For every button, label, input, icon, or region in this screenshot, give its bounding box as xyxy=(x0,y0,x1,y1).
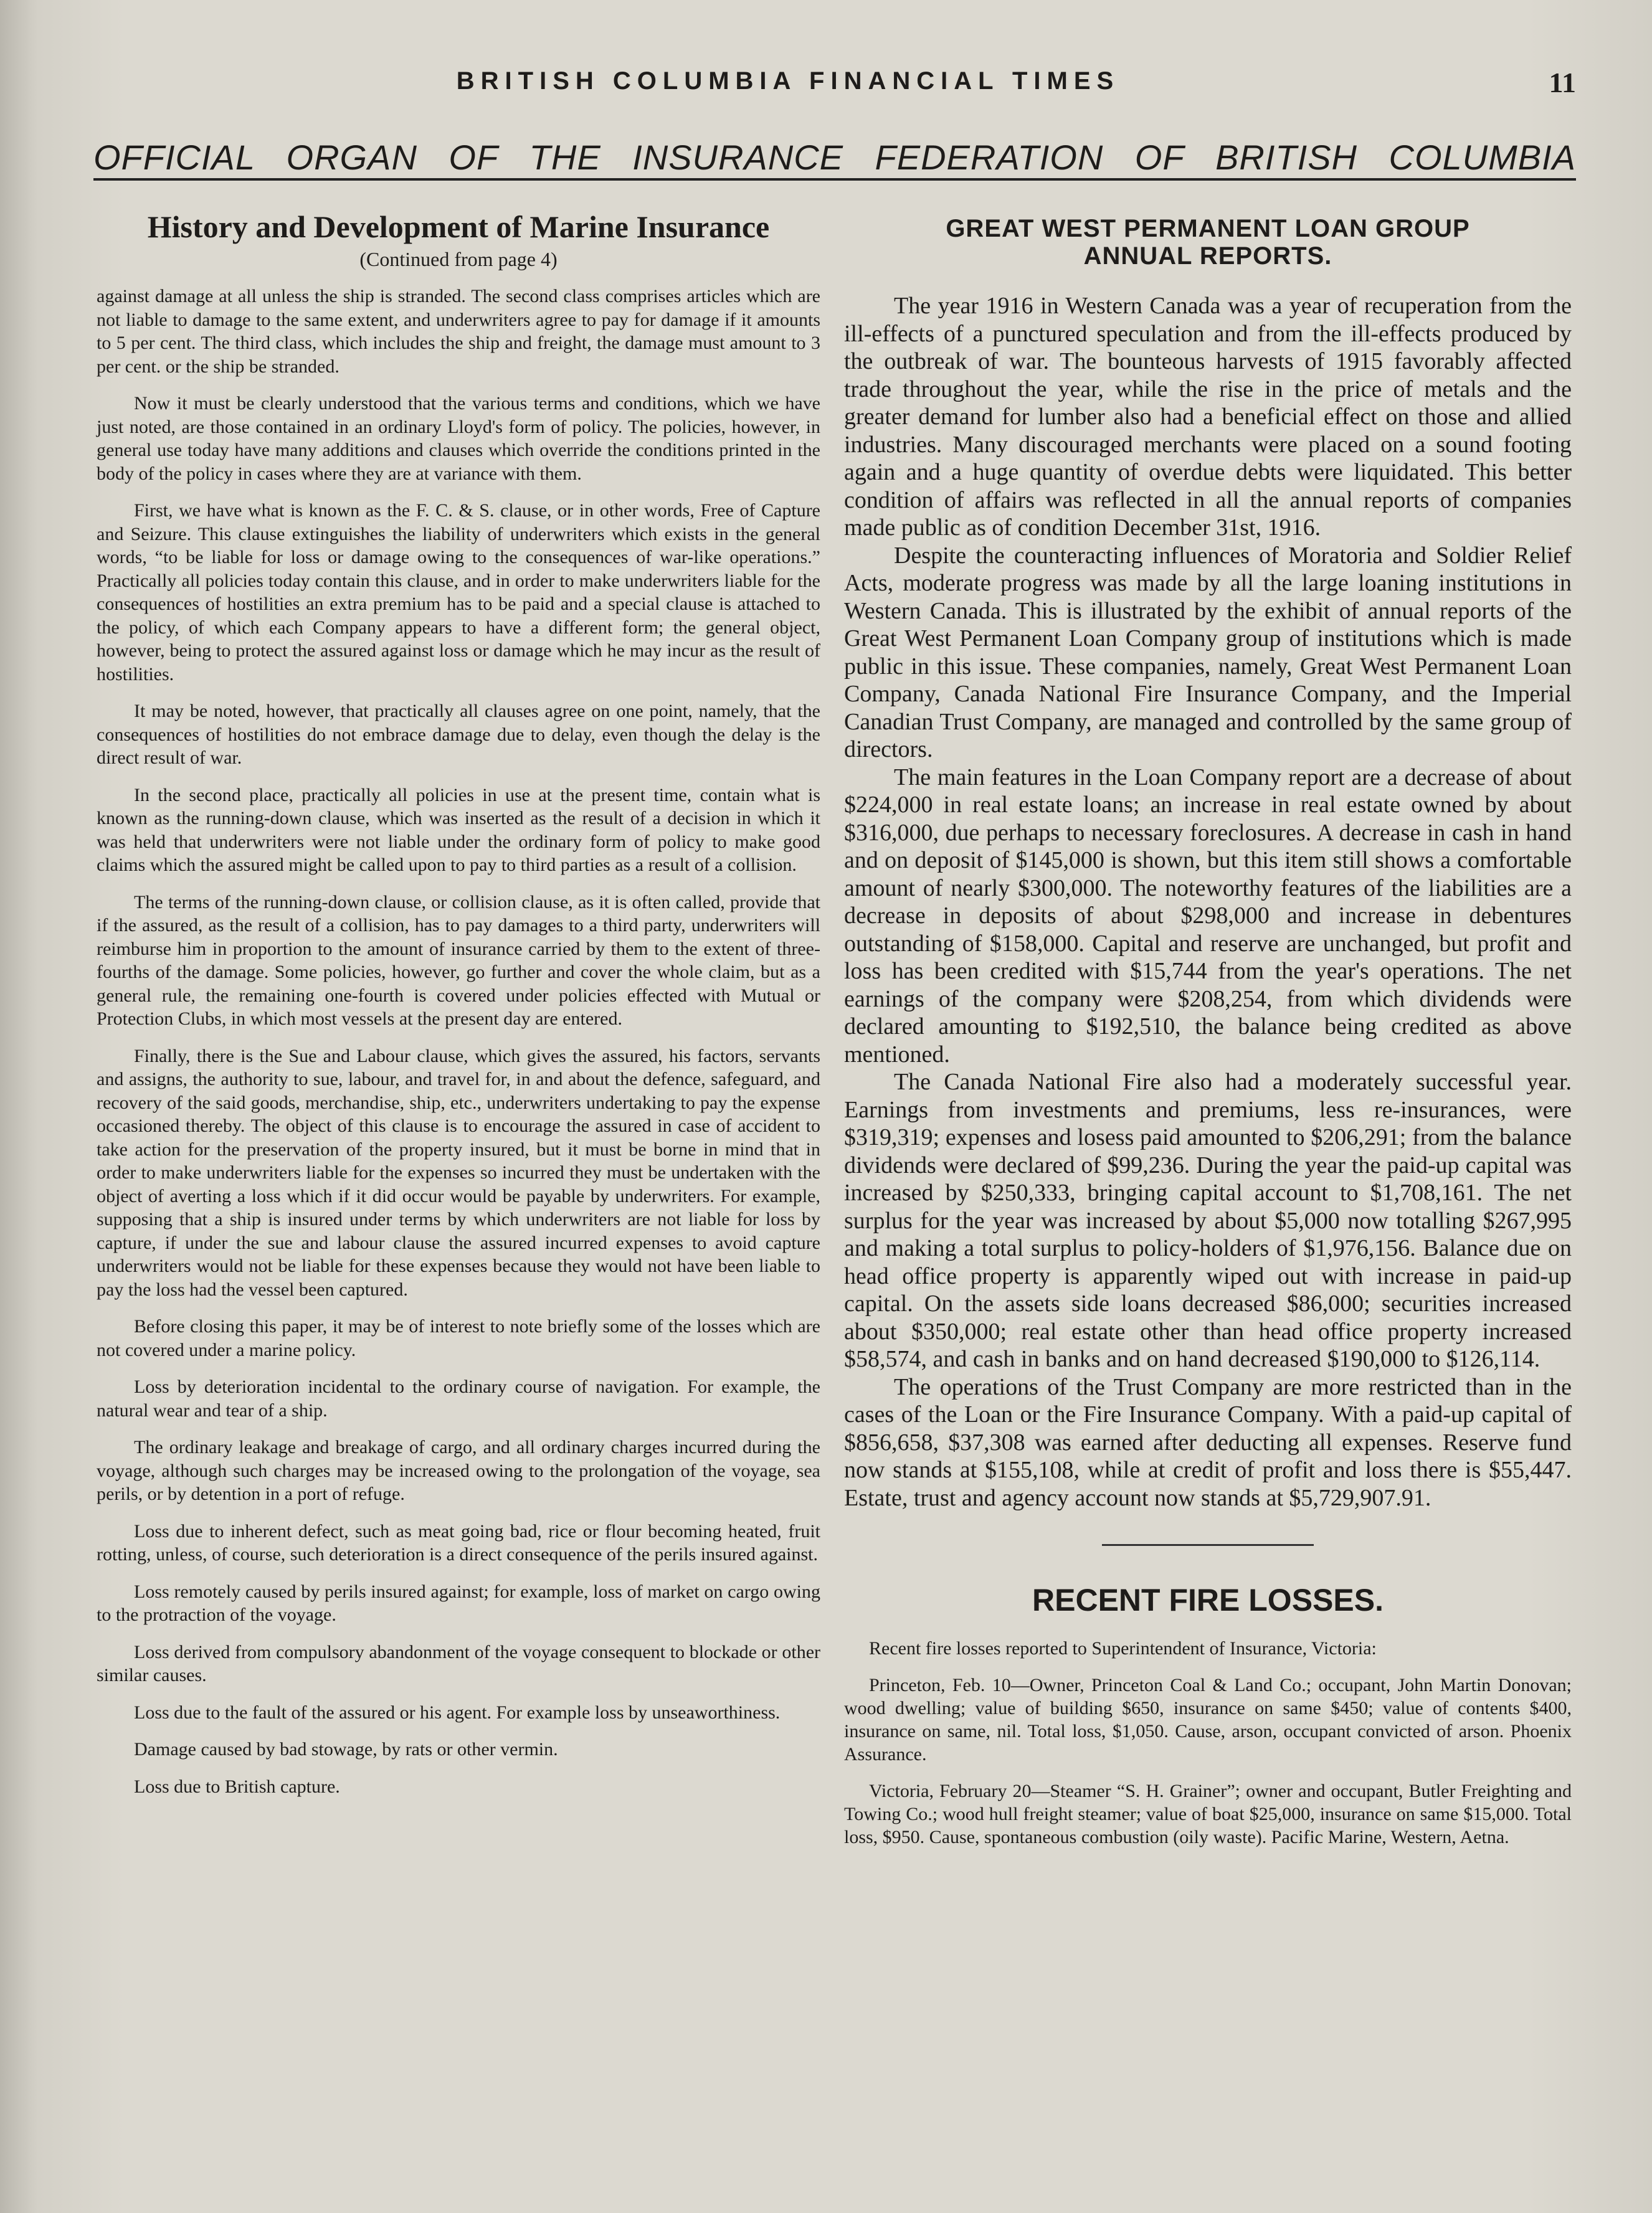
banner-underline xyxy=(93,178,1576,181)
paragraph: The operations of the Trust Company are more restricted than in the cases of the Loan or the Fire Insurance Company. With a paid-up capital of $856,658, $37,308 was earned after deducting all expenses. Reserve fund now stands at $155,108, while at credit of profit and loss there is $55,447. Estate, trust and agency account now stands at $5,729,907.91. xyxy=(844,1373,1572,1511)
article-body xyxy=(97,285,820,1798)
paragraph: The terms of the running-down clause, or collision clause, as it is often called, provide that if the assured, as the result of a collision, has to pay damages to a third party, underwriters will reimburse him in proportion to the amount of insurance carried by them to the extent of three-fourths of the damage. Some policies, however, go further and cover the whole claim, but as a general rule, the remaining one-fourth is covered under policies effected with Mutual or Protection Clubs, in which most vessels at the present day are entered. xyxy=(97,891,820,1029)
paragraph: Damage caused by bad stowage, by rats or other vermin. xyxy=(134,1739,558,1760)
paragraph: Princeton, Feb. 10—Owner, Princeton Coal & Land Co.; occupant, John Martin Donovan; wood dwelling; value of building $650, insurance on same $450; value of contents $400, insurance on same, nil. Total loss, $1,050. Cause, arson, occupant convicted of arson. Phoenix Assurance. xyxy=(844,1675,1572,1765)
paragraph: Loss remotely caused by perils insured against; for example, loss of market on cargo owing to the protraction of the voyage. xyxy=(97,1581,820,1625)
paragraph: Victoria, February 20—Steamer “S. H. Grainer”; owner and occupant, Butler Freighting and Towing Co.; wood hull freight steamer; value of boat $25,000, insurance on same $15,000. Total loss, $950. Cause, spontaneous combustion (oily waste). Pacific Marine, Western, Aetna. xyxy=(844,1781,1572,1847)
official-organ-banner: OFFICIAL ORGAN OF THE INSURANCE FEDERATION OF BRITISH COLUMBIA xyxy=(93,138,1576,177)
left-column xyxy=(97,209,820,1812)
article-subtitle: (Continued from page 4) xyxy=(359,248,558,270)
loan-group-heading xyxy=(844,215,1572,270)
loan-group-body xyxy=(844,292,1572,1512)
paragraph: First, we have what is known as the F. C. & S. clause, or in other words, Free of Capture and Seizure. This clause extinguishes the liability of underwriters which exists in the general words, “to be liable for loss or damage owing to the consequences of war-like operations.” Practically all policies today contain this clause, and in order to make underwriters liable for the consequences of hostilities an extra premium has to be paid and a special clause is attached to the policy, of which each Company appears to have a different form; the general object, however, being to protect the assured against loss or damage which he may incur as the result of hostilities. xyxy=(97,500,820,685)
section-divider xyxy=(1102,1544,1314,1546)
page-number: 11 xyxy=(1549,67,1576,98)
loan-group-heading-line1: GREAT WEST PERMANENT LOAN GROUP xyxy=(946,215,1470,242)
paragraph: Now it must be clearly understood that the various terms and conditions, which we have just noted, are those contained in an ordinary Lloyd's form of policy. The policies, however, in general use today have many additions and clauses which override the conditions printed in the body of the policy in cases where they are at variance with them. xyxy=(97,393,820,484)
paragraph: The year 1916 in Western Canada was a year of recuperation from the ill-effects of a punctured speculation and from the ill-effects produced by the outbreak of war. The bounteous harvests of 1915 favorably affected trade throughout the year, while the rise in the price of metals and the greater demand for lumber also had a beneficial effect on those and allied industries. Many discouraged merchants were placed on a sound footing again and a huge quantity of overdue debts were liquidated. This better condition of affairs was reflected in all the annual reports of companies made public as of condition December 31st, 1916. xyxy=(844,293,1572,541)
paragraph: It may be noted, however, that practically all clauses agree on one point, namely, that the consequences of hostilities do not embrace damage due to delay, even though the delay is the direct result of war. xyxy=(97,701,820,768)
paragraph: Loss due to British capture. xyxy=(134,1776,340,1797)
right-column xyxy=(844,209,1572,1862)
paragraph: Finally, there is the Sue and Labour clause, which gives the assured, his factors, servants and assigns, the authority to sue, labour, and travel for, in and about the defence, safeguard, and recovery of the said goods, merchandise, ship, etc., underwriters undertaking to pay the expense occasioned thereby. The object of this clause is to encourage the assured in case of accident to take action for the preservation of the property insured, but it must be borne in mind that in order to make underwriters liable for the expenses so incurred they must be undertaken with the object of averting a loss which if it did occur would be payable by underwriters. For example, supposing that a ship is insured under terms by which underwriters are not liable for loss by capture, if under the sue and labour clause the assured incurred expenses to avoid capture underwriters would not be liable for these expenses because they would not have been liable to pay the loss had the vessel been captured. xyxy=(97,1045,820,1300)
paragraph: The main features in the Loan Company report are a decrease of about $224,000 in real estate loans; an increase in real estate owned by about $316,000, due perhaps to necessary foreclosures. A decrease in cash in hand and on deposit of $145,000 is shown, but this item still shows a comfortable amount of nearly $300,000. The noteworthy features of the liabilities are a decrease in deposits of about $298,000 and increase in debentures outstanding of $158,000. Capital and reserve are unchanged, but profit and loss has been credited with $15,744 from the year's operations. The net earnings of the company were $208,254, from which dividends were declared amounting to $192,510, the balance being credited as above mentioned. xyxy=(844,764,1572,1068)
paragraph: Recent fire losses reported to Superintendent of Insurance, Victoria: xyxy=(869,1638,1377,1659)
running-header xyxy=(93,62,1576,100)
paragraph: Loss due to the fault of the assured or his agent. For example loss by unseaworthiness. xyxy=(134,1702,781,1723)
loan-group-heading-line2: ANNUAL REPORTS. xyxy=(1083,242,1332,270)
paragraph: Loss due to inherent defect, such as meat going bad, rice or flour becoming heated, fruit rotting, unless, of course, such deterioration is a direct consequence of the perils insured against. xyxy=(97,1520,820,1565)
fire-losses-body xyxy=(844,1637,1572,1849)
article-title: History and Development of Marine Insurance xyxy=(147,209,770,244)
paragraph: Loss by deterioration incidental to the ordinary course of navigation. For example, the natural wear and tear of a ship. xyxy=(97,1377,820,1421)
paragraph: Despite the counteracting influences of Moratoria and Soldier Relief Acts, moderate progress was made by all the large loaning institutions in Western Canada. This is illustrated by the exhibit of annual reports of the Great West Permanent Loan Company group of institutions which is made public in this issue. These companies, namely, Great West Permanent Loan Company, Canada National Fire Insurance Company, and the Imperial Canadian Trust Company, are managed and controlled by the same group of directors. xyxy=(844,542,1572,762)
publication-title: BRITISH COLUMBIA FINANCIAL TIMES xyxy=(456,67,1120,95)
paragraph: In the second place, practically all policies in use at the present time, contain what is known as the running-down clause, which was inserted as the result of a decision in which it was held that underwriters were not liable under the ordinary form of policy to make good claims which the assured might be called upon to pay to third parties as a result of a collision. xyxy=(97,784,820,875)
paragraph: The ordinary leakage and breakage of cargo, and all ordinary charges incurred during the voyage, although such charges may be increased owing to the prolongation of the voyage, sea perils, or by detention in a port of refuge. xyxy=(97,1437,820,1504)
paragraph: Before closing this paper, it may be of interest to note briefly some of the losses which are not covered under a marine policy. xyxy=(97,1316,820,1360)
paragraph: against damage at all unless the ship is stranded. The second class comprises articles which are not liable to damage to the same extent, and underwriters agree to pay for damage if it amounts to 5 per cent. The third class, which includes the ship and freight, the damage must amount to 3 per cent. or the ship be stranded. xyxy=(97,286,820,377)
paragraph: The Canada National Fire also had a moderately successful year. Earnings from investments and premiums, less re-insurances, were $319,319; expenses and losess paid amounted to $206,291; from the balance dividends were declared of $99,236. During the year the paid-up capital was increased by $250,333, bringing capital account to $1,708,161. The net surplus for the year was increased by about $5,000 now totalling $267,995 and making a total surplus to policy-holders of $1,976,156. Balance due on head office property is apparently wiped out with increase in paid-up capital. On the assets side loans decreased $86,000; securities increased about $350,000; real estate other than head office property increased $58,574, and cash in banks and on hand decreased $190,000 to $126,114. xyxy=(844,1069,1572,1372)
paragraph: Loss derived from compulsory abandonment of the voyage consequent to blockade or other similar causes. xyxy=(97,1641,820,1685)
fire-losses-heading: RECENT FIRE LOSSES. xyxy=(1032,1583,1384,1618)
